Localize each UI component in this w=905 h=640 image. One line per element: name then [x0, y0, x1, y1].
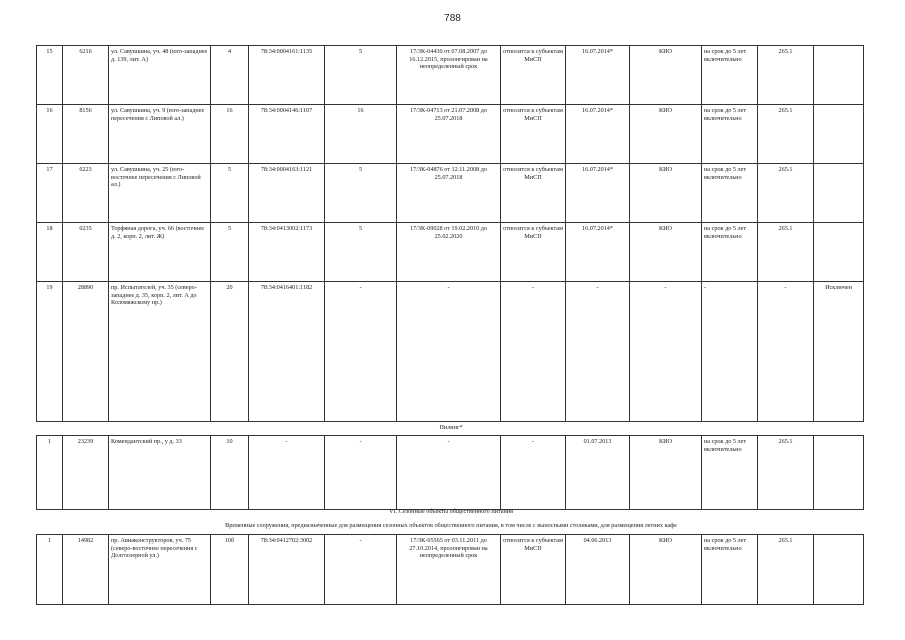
cell-subject: - — [501, 282, 566, 422]
cell-contract: 17/ЗК-09028 от 19.02.2010 до 25.02.2020 — [397, 223, 501, 282]
cell-term: на срок до 5 лет включительно — [702, 105, 758, 164]
cell-date: 01.07.2013 — [566, 436, 630, 510]
section-caption-pilings: Пилинг* — [439, 424, 463, 431]
cell-date: 16.07.2014* — [566, 105, 630, 164]
cell-cadastre: 78:34:0004163:1121 — [249, 164, 325, 223]
cell-code: 265.1 — [758, 436, 814, 510]
cell-date: 04.06.2013 — [566, 535, 630, 605]
cell-n: 18 — [37, 223, 63, 282]
cell-id: 6216 — [63, 46, 109, 105]
cell-count: 5 — [211, 223, 249, 282]
cell-term: - — [702, 282, 758, 422]
cell-code: 265.1 — [758, 223, 814, 282]
cell-n: 16 — [37, 105, 63, 164]
cell-note: Исключен — [814, 282, 864, 422]
cell-org: КИО — [630, 105, 702, 164]
cell-subject: относится к субъектам МиСП — [501, 46, 566, 105]
cell-subject: относится к субъектам МиСП — [501, 535, 566, 605]
cell-id: 8156 — [63, 105, 109, 164]
cell-note — [814, 164, 864, 223]
cell-count: 4 — [211, 46, 249, 105]
cell-note — [814, 535, 864, 605]
cell-address: Комендантский пр., у д. 33 — [109, 436, 211, 510]
cell-code: - — [758, 282, 814, 422]
cell-n: 1 — [37, 535, 63, 605]
cell-count: 16 — [211, 105, 249, 164]
page-number: 788 — [444, 13, 461, 24]
cell-org: КИО — [630, 164, 702, 223]
cell-contract: 17/ЗК-05565 от 03.11.2011 до 27.10.2014, пролонгирован на неопределенный срок — [397, 535, 501, 605]
cell-code: 265.1 — [758, 164, 814, 223]
table-row — [37, 436, 864, 510]
cell-places: 5 — [325, 223, 397, 282]
table-row — [37, 223, 864, 282]
cell-places: 5 — [325, 46, 397, 105]
cell-address: Торфяная дорога, уч. 66 (восточнее д. 2, корп. 2, лит. Ж) — [109, 223, 211, 282]
cell-subject: - — [501, 436, 566, 510]
cell-code: 265.1 — [758, 46, 814, 105]
pilings-table — [36, 435, 864, 510]
cell-cadastre: 78:34:0412702:3002 — [249, 535, 325, 605]
cell-date: - — [566, 282, 630, 422]
cell-address: пр. Испытателей, уч. 35 (северо-западнее д. 35, корп. 2, лит. А до Коломяжскому пр.) — [109, 282, 211, 422]
cell-places: - — [325, 282, 397, 422]
cell-date: 16.07.2014* — [566, 223, 630, 282]
cell-subject: относится к субъектам МиСП — [501, 164, 566, 223]
cell-id: 28890 — [63, 282, 109, 422]
cell-id: 14982 — [63, 535, 109, 605]
cell-contract: - — [397, 436, 501, 510]
cell-n: 15 — [37, 46, 63, 105]
cell-subject: относится к субъектам МиСП — [501, 105, 566, 164]
cell-term: на срок до 5 лет включительно — [702, 535, 758, 605]
main-table-body — [37, 46, 864, 422]
cell-address: ул. Савушкина, уч. 25 (юго-восточнее пересечения с Липовой ал.) — [109, 164, 211, 223]
cell-id: 0235 — [63, 223, 109, 282]
cell-cadastre: 78:34:0413002:1173 — [249, 223, 325, 282]
cell-places: 16 — [325, 105, 397, 164]
cell-note — [814, 223, 864, 282]
table-row — [37, 164, 864, 223]
cell-id: 23239 — [63, 436, 109, 510]
cell-count: 20 — [211, 282, 249, 422]
cell-count: 10 — [211, 436, 249, 510]
cell-count: 5 — [211, 164, 249, 223]
cell-contract: 17/ЗК-04876 от 12.11.2008 до 25.07.2018 — [397, 164, 501, 223]
seasonal-table — [36, 534, 864, 605]
table-row — [37, 105, 864, 164]
cell-address: пр. Авиаконструкторов, уч. 75 (северо-восточнее пересечения с Долгоозерной ул.) — [109, 535, 211, 605]
section-caption: VI. Сезонные объекты общественного питания — [389, 508, 513, 515]
table-row — [37, 535, 864, 605]
cell-note — [814, 46, 864, 105]
cell-cadastre: 78:34:0416401:1182 — [249, 282, 325, 422]
cell-address: ул. Савушкина, уч. 9 (юго-западнее пересечения с Липовой ал.) — [109, 105, 211, 164]
cell-n: 17 — [37, 164, 63, 223]
cell-places: 5 — [325, 164, 397, 223]
cell-code: 265.1 — [758, 535, 814, 605]
cell-date: 16.07.2014* — [566, 46, 630, 105]
cell-org: - — [630, 282, 702, 422]
cell-term: на срок до 5 лет включительно — [702, 164, 758, 223]
main-table — [36, 45, 864, 422]
cell-count: 10б — [211, 535, 249, 605]
cell-term: на срок до 5 лет включительно — [702, 436, 758, 510]
cell-cadastre: 78:34:0004161:1135 — [249, 46, 325, 105]
cell-date: 16.07.2014* — [566, 164, 630, 223]
cell-subject: относится к субъектам МиСП — [501, 223, 566, 282]
cell-note — [814, 436, 864, 510]
table-row — [37, 46, 864, 105]
cell-org: КИО — [630, 46, 702, 105]
cell-code: 265.1 — [758, 105, 814, 164]
cell-note — [814, 105, 864, 164]
cell-org: КИО — [630, 535, 702, 605]
cell-contract: - — [397, 282, 501, 422]
section-description: Временные сооружения, предназначенные для размещения сезонных объектов общественного питания, в том числе с выносными столиками, для размещения летних кафе — [225, 522, 677, 529]
cell-org: КИО — [630, 436, 702, 510]
cell-contract: 17/ЗК-04430 от 07.08.2007 до 16.12.2015, пролонгирован на неопределенный срок — [397, 46, 501, 105]
cell-address: ул. Савушкина, уч. 48 (юго-западнее д. 139, лит. А) — [109, 46, 211, 105]
cell-term: на срок до 5 лет включительно — [702, 46, 758, 105]
cell-cadastre: 78:34:0004146:1107 — [249, 105, 325, 164]
cell-places: - — [325, 436, 397, 510]
table-row — [37, 282, 864, 422]
cell-n: 19 — [37, 282, 63, 422]
cell-id: 6223 — [63, 164, 109, 223]
cell-contract: 17/ЗК-04713 от 21.07.2008 до 25.07.2018 — [397, 105, 501, 164]
cell-org: КИО — [630, 223, 702, 282]
cell-places: - — [325, 535, 397, 605]
cell-cadastre: - — [249, 436, 325, 510]
cell-n: 1 — [37, 436, 63, 510]
cell-term: на срок до 5 лет включительно — [702, 223, 758, 282]
